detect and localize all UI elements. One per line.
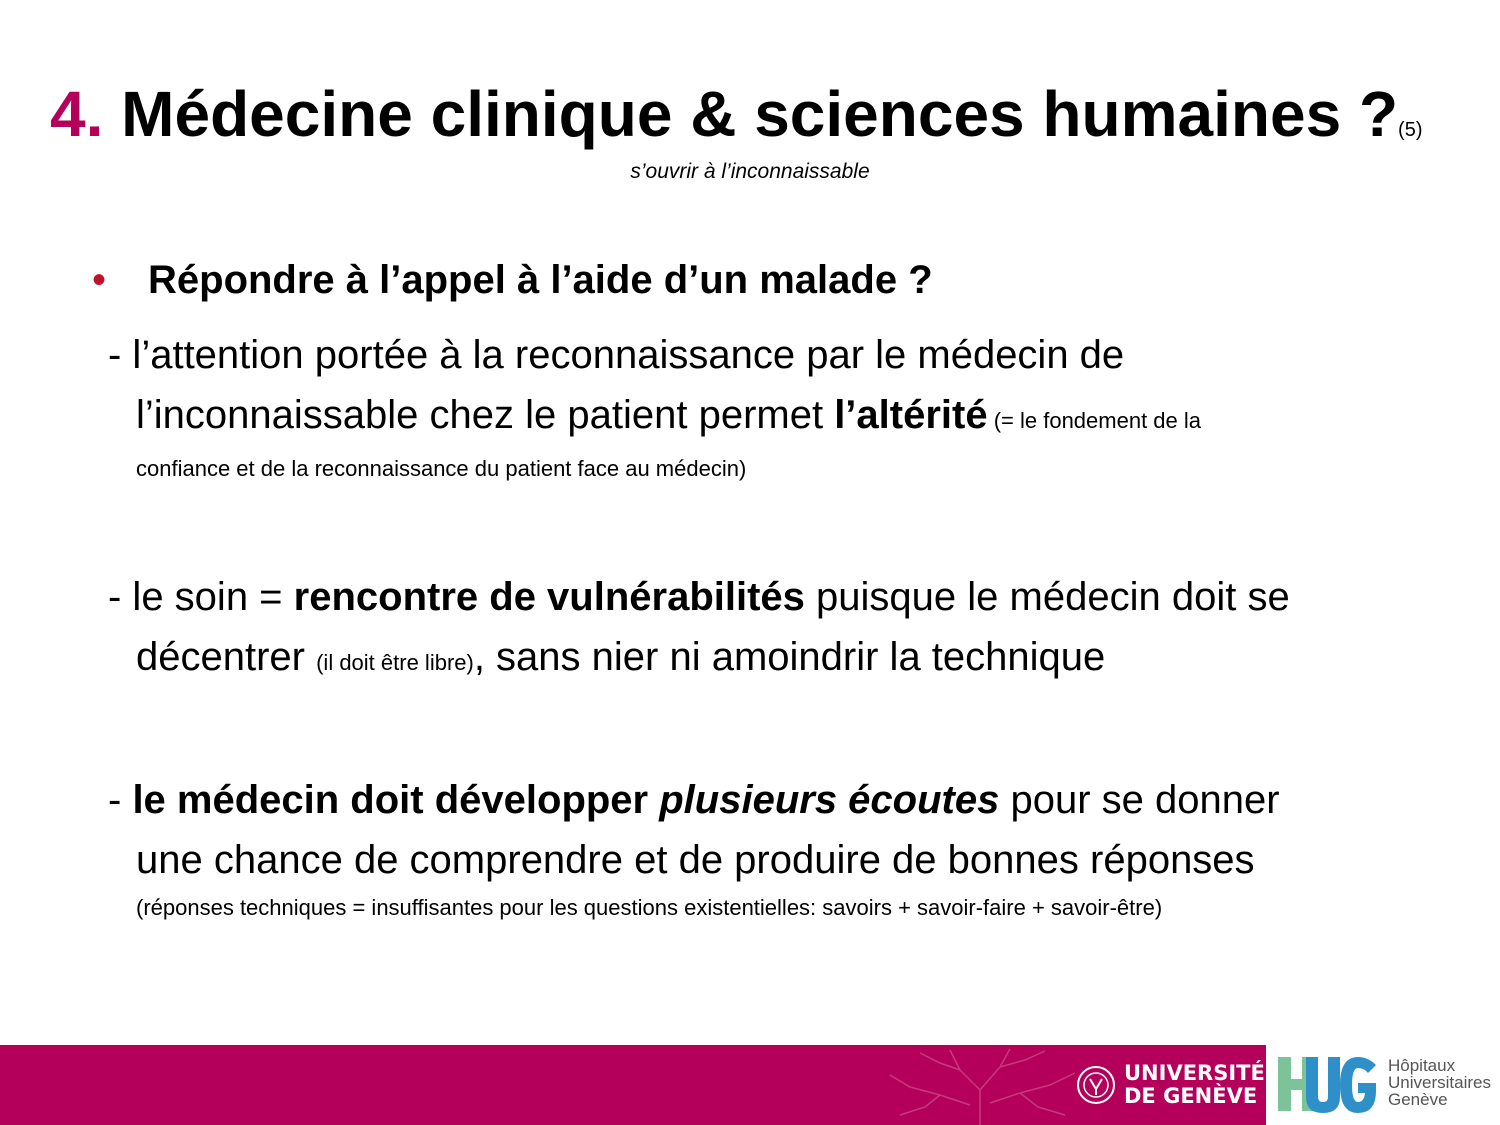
slide-subtitle: s’ouvrir à l’inconnaissable <box>630 160 870 183</box>
hug-logo-area <box>1266 1045 1500 1125</box>
text-run: - <box>108 778 133 822</box>
unige-logo <box>1076 1062 1265 1108</box>
title-text: Médecine clinique & sciences humaines ? <box>103 78 1399 150</box>
emphasis-italic-text: plusieurs écoutes <box>659 778 1000 822</box>
unige-name <box>1124 1062 1265 1108</box>
small-note: (= le fondement de la <box>987 408 1202 433</box>
emphasis-text: le médecin doit développer <box>132 778 660 822</box>
unige-line-1: UNIVERSITÉ <box>1124 1061 1265 1085</box>
paragraph-line: une chance de comprendre et de produire de bonnes réponses <box>136 838 1255 882</box>
paragraph-vulnerability <box>108 567 1488 693</box>
text-run: , sans nier ni amoindrir la technique <box>473 635 1106 679</box>
hug-line-3: Genève <box>1388 1090 1448 1109</box>
text-run: l’inconnaissable chez le patient permet <box>136 393 835 437</box>
text-run: pour se donner <box>999 778 1280 822</box>
bullet-heading <box>92 258 933 303</box>
text-run: puisque le médecin doit se <box>804 575 1290 619</box>
unige-line-2: DE GENÈVE <box>1124 1084 1258 1108</box>
text-run: - l’attention portée à la reconnaissance par le médecin de <box>108 333 1125 377</box>
small-note: (il doit être libre) <box>316 650 474 675</box>
text-run: - le soin = <box>108 575 294 619</box>
slide-title <box>50 70 1470 174</box>
tree-pattern-icon <box>860 1045 1100 1125</box>
emphasis-text: rencontre de vulnérabilités <box>293 575 805 619</box>
paragraph-note-line: (réponses techniques = insuffisantes pour les questions existentielles: savoirs + savoir-faire + savoir-être) <box>136 895 1163 920</box>
hug-line-2: Universitaires <box>1388 1073 1491 1092</box>
title-number: 4. <box>50 78 104 150</box>
paragraph-line <box>108 627 1488 693</box>
bullet-text: Répondre à l’appel à l’aide d’un malade ? <box>148 258 933 302</box>
bullet-icon: • <box>92 258 107 302</box>
paragraph-line <box>108 385 1488 451</box>
paragraph-note-line: confiance et de la reconnaissance du patient face au médecin) <box>136 456 747 481</box>
paragraph-line <box>108 567 1488 627</box>
paragraph-line <box>108 770 1488 830</box>
emphasis-text: l’altérité <box>834 393 988 437</box>
text-run: décentrer <box>136 635 317 679</box>
paragraph-line <box>108 325 1488 385</box>
university-seal-icon <box>1076 1065 1116 1105</box>
hug-logo-icon <box>1276 1051 1381 1117</box>
title-suffix: (5) <box>1398 119 1423 141</box>
hug-line-1: Hôpitaux <box>1388 1056 1456 1075</box>
paragraph-alterity <box>108 325 1488 487</box>
hug-name <box>1388 1057 1491 1108</box>
paragraph-listening <box>108 770 1488 926</box>
